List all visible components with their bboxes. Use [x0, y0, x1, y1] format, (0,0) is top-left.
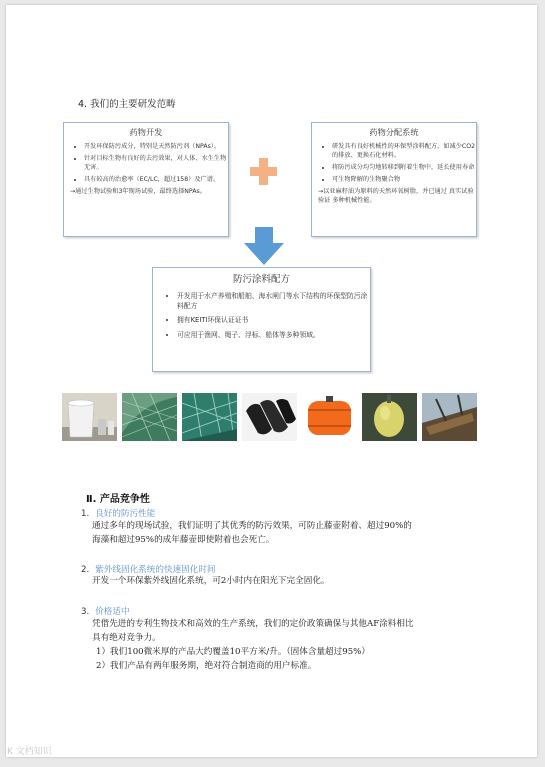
- antifouling-formula-list: [153, 292, 370, 341]
- item2-body: [92, 575, 330, 589]
- watermark: K 文档知识: [7, 747, 52, 757]
- list-item: • 可生物降解的生物聚合物: [332, 176, 476, 185]
- drug-development-title: 药物开发: [129, 127, 163, 137]
- list-item: • 针对目标生物有良好的去污效果，对人体、水生生物无害。: [84, 155, 228, 173]
- list-item: • 开发用于水产养殖和船舶、海水闸门等水下结构的环保型防污涂料配方: [177, 292, 370, 312]
- drug-delivery-note: →以亚麻籽油为原料的天然环氧树脂，并已通过 真实试验验证 多种机械性能。: [318, 187, 474, 204]
- down-arrow-icon: [244, 227, 284, 265]
- item1-title: [81, 507, 155, 519]
- list-item: • 将防污成分均匀地转移到附着生物中，延长使用寿命: [332, 164, 476, 173]
- item2-number: 2.: [81, 565, 90, 575]
- ship-hull-photo: [422, 393, 477, 441]
- item1-title-text: 良好的防污性能: [95, 509, 156, 519]
- drug-delivery-title: 药物分配系统: [369, 127, 419, 137]
- list-item: • 可应用于渔网、绳子、浮标、船体等多种领域。: [177, 331, 370, 341]
- fishing-net-green-photo: [122, 393, 177, 441]
- application-photos: [62, 393, 475, 441]
- drug-development-note: →通过生物试验和3年现场试验，最终选择NPAs。: [70, 187, 206, 195]
- item2-title-text: 紫外线固化系统的快速固化时间: [95, 565, 216, 575]
- orange-buoy-photo: [302, 393, 357, 441]
- list-item: • 开发环保防污成分，特别是天然防污剂（NPAs）。: [84, 143, 228, 152]
- text-line: 开发一个环保紫外线固化系统，可2小时内在阳光下完全固化。: [92, 576, 330, 586]
- antifouling-formula-title: 防污涂料配方: [232, 274, 290, 285]
- antifouling-formula-box: [152, 267, 371, 372]
- text-line: 具有绝对竞争力。: [92, 632, 161, 643]
- text-line: 凭借先进的专利生物技术和高效的生产系统，我们的定价政策确保与其他AF涂料相比: [92, 619, 414, 629]
- text-line: 2）我们产品有两年服务期，绝对符合制造商的用户标准。: [96, 660, 317, 671]
- text-line: 海藻和超过95%的成年藤壶即使附着也会死亡。: [92, 534, 275, 545]
- black-rubber-photo: [242, 393, 297, 441]
- list-item: • 研发具有良好机械性的环保型涂料配方，如减少CO2的排放、更换石化材料。: [332, 143, 476, 161]
- paint-bucket-photo: [62, 393, 117, 441]
- item3-number: 3.: [81, 607, 90, 617]
- drug-delivery-box: [311, 122, 477, 237]
- item2-title: [81, 563, 216, 575]
- plus-icon: [250, 158, 277, 185]
- yellow-float-photo: [362, 393, 417, 441]
- item1-number: 1.: [81, 509, 90, 519]
- text-line: 1）我们100微米厚的产品大约覆盖10平方米/升。（固体含量超过95%）: [96, 646, 370, 657]
- item1-body: [92, 520, 412, 548]
- net-teal-photo: [182, 393, 237, 441]
- section2-title: Ⅱ. 产品竞争性: [86, 494, 150, 505]
- list-item: • 拥有KEITI环保认证证书: [177, 316, 370, 326]
- document-page: [6, 5, 537, 757]
- list-item: • 具有较高的治愈率（EC/LC，超过158）及广谱。: [84, 176, 228, 185]
- text-line: 通过多年的现场试验，我们证明了其优秀的防污效果，可防止藤壶附着、超过90%的: [92, 521, 412, 531]
- drug-delivery-list: [312, 143, 476, 185]
- section4-title: 4. 我们的主要研发范畴: [78, 99, 176, 110]
- item3-title-text: 价格适中: [95, 607, 130, 617]
- item3-body: [92, 618, 414, 674]
- drug-development-box: [63, 122, 229, 237]
- item3-title: [81, 605, 130, 617]
- drug-development-list: [64, 143, 228, 185]
